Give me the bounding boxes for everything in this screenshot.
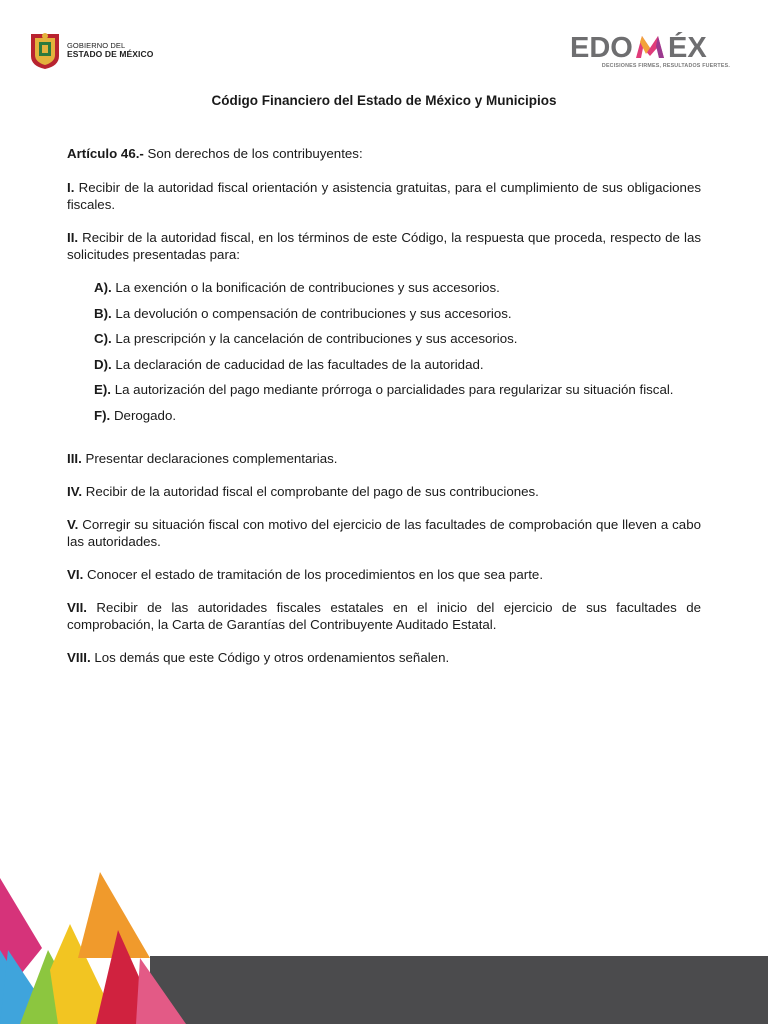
subitem-d — [94, 356, 701, 382]
gobierno-line2: ESTADO DE MÉXICO — [67, 49, 154, 59]
subitem-letter: E). — [94, 382, 111, 398]
subitem-b — [94, 305, 701, 331]
subitem-e — [94, 381, 701, 407]
svg-text:ÉX: ÉX — [668, 32, 707, 62]
item-number: III. — [67, 450, 82, 466]
edomex-tagline: DECISIONES FIRMES, RESULTADOS FUERTES. — [601, 63, 730, 69]
item-ii — [67, 229, 701, 263]
subitem-text: La autorización del pago mediante prórroga o parcialidades para regularizar su situación fiscal. — [111, 382, 674, 398]
item-number: II. — [67, 230, 79, 245]
subitem-text: La prescripción y la cancelación de contribuciones y sus accesorios. — [111, 331, 518, 347]
subitem-letter: A). — [94, 280, 112, 295]
article-text: Son derechos de los contribuyentes: — [143, 146, 363, 161]
orange-triangle-shape — [78, 872, 150, 958]
footer-bar — [150, 956, 768, 1024]
article-label: Artículo 46.- — [67, 146, 144, 161]
subitem-letter: D). — [94, 356, 112, 372]
pink-triangle-shape — [136, 958, 186, 1024]
item-vi — [67, 566, 701, 583]
page-header — [0, 0, 768, 90]
document-title: Código Financiero del Estado de México y Municipios — [211, 93, 557, 108]
item-vii — [67, 599, 701, 633]
item-number: VIII. — [67, 649, 91, 665]
subitem-text: Derogado. — [110, 407, 177, 423]
item-text: Recibir de la autoridad fiscal el comprobante del pago de sus contribuciones. — [82, 483, 539, 499]
edomex-wordmark — [570, 32, 732, 62]
item-text: Corregir su situación fiscal con motivo del ejercicio de las facultades de comprobación que lleven a cabo las autoridades. — [67, 516, 701, 549]
state-seal-icon — [28, 30, 62, 70]
item-text: Recibir de la autoridad fiscal orientación y asistencia gratuitas, para el cumplimiento de sus obligaciones fiscales. — [67, 180, 701, 212]
subitem-text: La devolución o compensación de contribuciones y sus accesorios. — [111, 305, 512, 321]
item-number: I. — [67, 180, 75, 195]
item-i — [67, 179, 701, 213]
item-number: VI. — [67, 566, 84, 582]
subitem-a — [94, 279, 701, 305]
footer-triangles-decoration — [0, 840, 190, 1024]
item-number: IV. — [67, 483, 83, 499]
item-number: VII. — [67, 599, 87, 615]
subitem-c — [94, 330, 701, 356]
item-text: Recibir de la autoridad fiscal, en los términos de este Código, la respuesta que proceda, respecto de las solicitudes presentadas para: — [67, 230, 701, 262]
article-heading — [67, 145, 701, 162]
subitem-text: La exención o la bonificación de contribuciones y sus accesorios. — [111, 280, 500, 295]
gobierno-line1: GOBIERNO DEL — [67, 41, 126, 50]
subitem-letter: C). — [94, 331, 112, 347]
svg-text:EDO: EDO — [570, 32, 633, 62]
item-text: Recibir de las autoridades fiscales estatales en el inicio del ejercicio de sus facultades de comprobación, la Carta de Garantías del Contribuyente Auditado Estatal. — [67, 599, 701, 632]
subitem-letter: F). — [94, 407, 111, 423]
item-viii — [67, 649, 701, 666]
item-number: V. — [67, 516, 79, 532]
item-iii — [67, 450, 701, 467]
subitem-f — [94, 407, 701, 433]
subitem-letter: B). — [94, 305, 112, 321]
subitem-text: La declaración de caducidad de las facultades de la autoridad. — [111, 356, 484, 372]
item-v — [67, 516, 701, 550]
item-text: Presentar declaraciones complementarias. — [81, 450, 338, 466]
gobierno-logo — [28, 30, 153, 70]
document-body — [67, 145, 701, 682]
item-text: Conocer el estado de tramitación de los procedimientos en los que sea parte. — [83, 566, 544, 582]
item-text: Los demás que este Código y otros ordenamientos señalen. — [90, 649, 450, 665]
item-iv — [67, 483, 701, 500]
subitems-list — [94, 279, 701, 433]
edomex-logo — [570, 32, 732, 72]
